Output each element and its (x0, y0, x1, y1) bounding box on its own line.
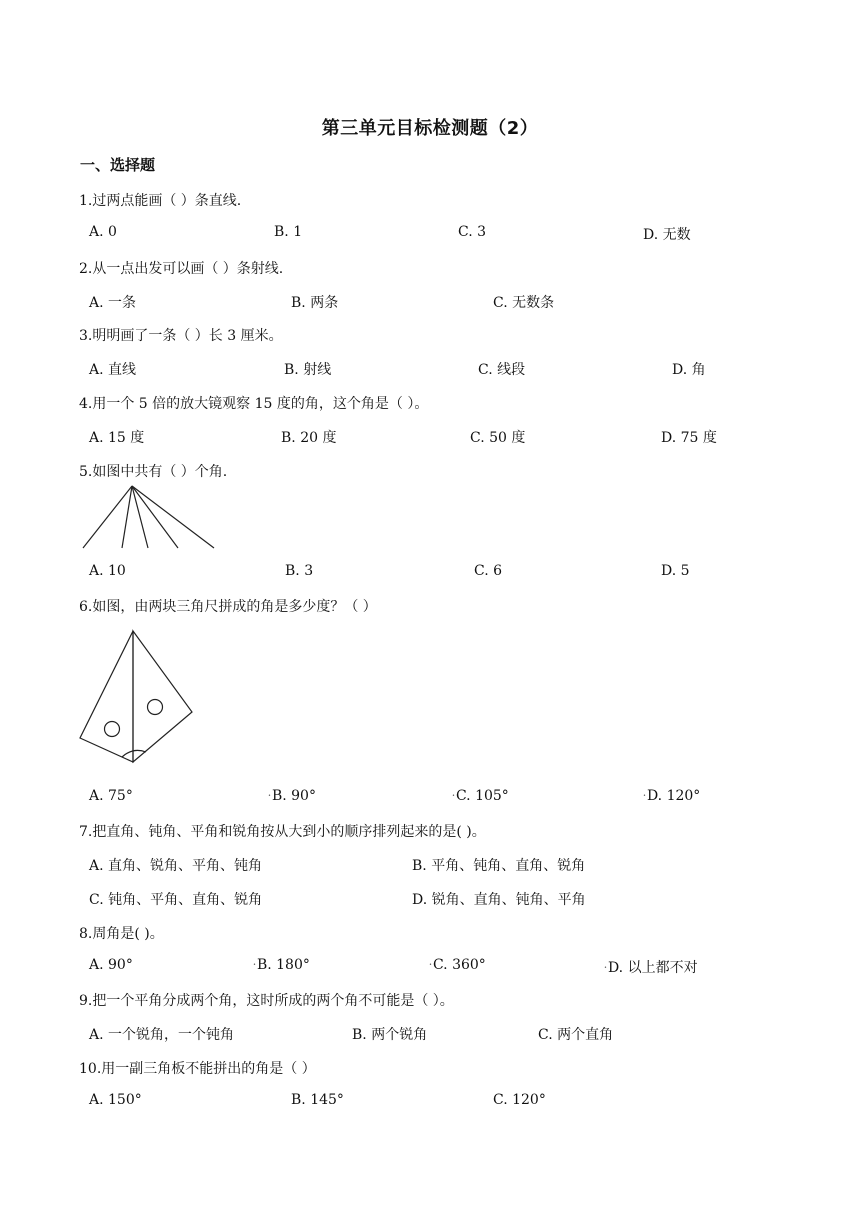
q6-triangle-rulers-figure (78, 628, 196, 768)
q6-option-c: C. 105° (455, 788, 509, 804)
option-marker-dot: • (604, 965, 607, 971)
q8-option-b-wrap (253, 957, 310, 973)
q10-option-c: C. 120° (493, 1092, 546, 1108)
option-marker-dot: • (452, 793, 455, 799)
q6-option-b-wrap (268, 788, 316, 804)
q9-option-a: A. 一个锐角，一个钝角 (89, 1027, 235, 1043)
option-marker-dot: • (253, 962, 256, 968)
q4-option-b: B. 20 度 (281, 430, 337, 446)
question-3: 3.明明画了一条（ ）长 3 厘米。 (79, 328, 283, 344)
q2-option-a: A. 一条 (89, 295, 137, 311)
question-4: 4.用一个 5 倍的放大镜观察 15 度的角，这个角是（ ）。 (79, 396, 429, 412)
q3-option-a: A. 直线 (89, 362, 137, 378)
q4-option-a: A. 15 度 (89, 430, 145, 446)
q2-option-b: B. 两条 (291, 295, 339, 311)
q7-option-b: B. 平角、钝角、直角、锐角 (412, 858, 586, 874)
q6-option-d-wrap (643, 788, 700, 804)
q10-option-a: A. 150° (89, 1092, 142, 1108)
q6-option-a: A. 75° (89, 788, 133, 804)
option-marker-dot: • (268, 793, 271, 799)
q6-option-c-wrap (452, 788, 509, 804)
section-heading: 一、选择题 (80, 156, 156, 174)
q6-option-d: D. 120° (646, 788, 701, 804)
q1-option-a: A. 0 (89, 224, 117, 240)
q5-option-c: C. 6 (474, 563, 503, 579)
q9-option-b: B. 两个锐角 (352, 1027, 428, 1043)
q3-option-c: C. 线段 (478, 362, 526, 378)
q1-option-b: B. 1 (274, 224, 303, 240)
option-marker-dot: • (643, 793, 646, 799)
q10-option-b: B. 145° (291, 1092, 344, 1108)
q4-option-d: D. 75 度 (661, 430, 717, 446)
q3-option-b: B. 射线 (284, 362, 332, 378)
q7-option-c: C. 钝角、平角、直角、锐角 (89, 892, 263, 908)
question-2: 2.从一点出发可以画（ ）条射线. (79, 261, 284, 277)
question-1: 1.过两点能画（ ）条直线. (79, 193, 242, 209)
q4-option-c: C. 50 度 (470, 430, 526, 446)
q8-option-a: A. 90° (89, 957, 133, 973)
q9-option-c: C. 两个直角 (538, 1027, 614, 1043)
page-title: 第三单元目标检测题（2） (321, 118, 539, 139)
q1-option-d: D. 无数 (643, 227, 691, 243)
q8-option-c-wrap (429, 957, 486, 973)
q5-option-d: D. 5 (661, 563, 690, 579)
q8-option-d: D. 以上都不对 (607, 960, 698, 976)
question-7: 7.把直角、钝角、平角和锐角按从大到小的顺序排列起来的是( )。 (79, 824, 486, 840)
q5-option-a: A. 10 (89, 563, 126, 579)
question-5: 5.如图中共有（ ）个角. (79, 464, 228, 480)
q7-option-d: D. 锐角、直角、钝角、平角 (412, 892, 586, 908)
q3-option-d: D. 角 (672, 362, 706, 378)
q8-option-d-wrap (604, 957, 698, 977)
q8-option-c: C. 360° (432, 957, 486, 973)
q2-option-c: C. 无数条 (493, 295, 555, 311)
q5-option-b: B. 3 (285, 563, 314, 579)
question-9: 9.把一个平角分成两个角，这时所成的两个角不可能是（ ）。 (79, 993, 454, 1009)
q6-option-b: B. 90° (271, 788, 316, 804)
q5-angle-figure (78, 482, 220, 552)
question-6: 6.如图，由两块三角尺拼成的角是多少度？（ ） (79, 599, 377, 615)
option-marker-dot: • (429, 962, 432, 968)
q1-option-c: C. 3 (458, 224, 487, 240)
q8-option-b: B. 180° (256, 957, 310, 973)
question-8: 8.周角是( )。 (79, 926, 164, 942)
question-10: 10.用一副三角板不能拼出的角是（ ） (79, 1061, 316, 1077)
q7-option-a: A. 直角、锐角、平角、钝角 (89, 858, 263, 874)
